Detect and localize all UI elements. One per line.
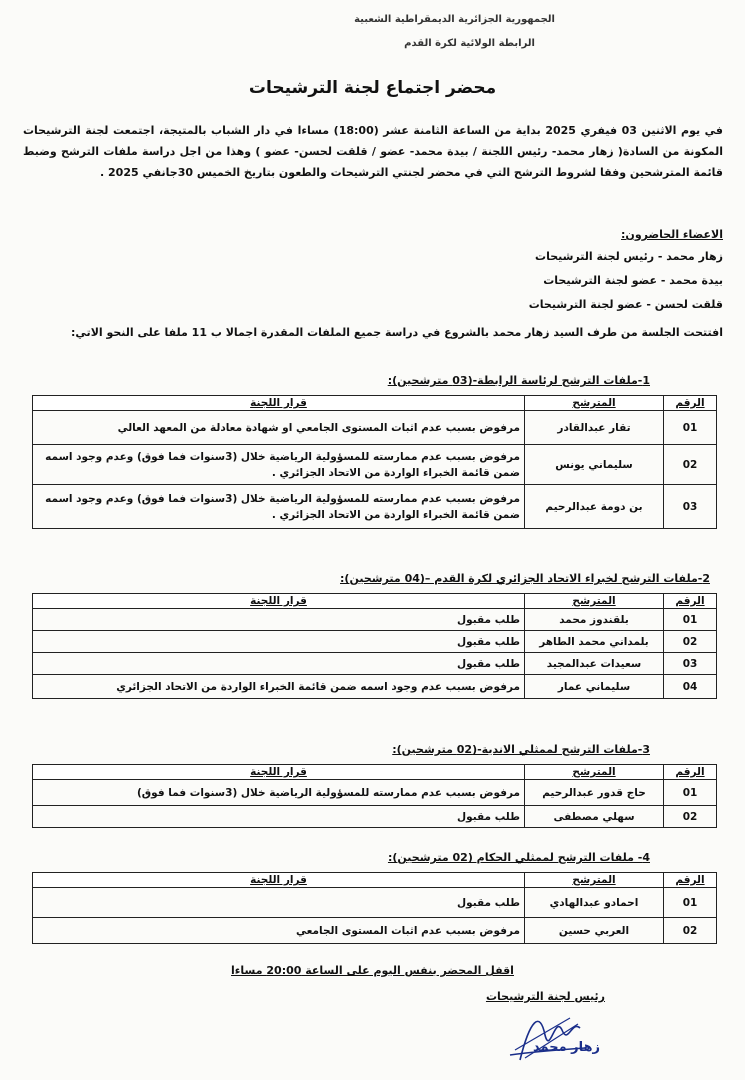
section-title: 4- ملفات الترشح لممثلي الحكام (02 مترشحين): <box>387 851 650 864</box>
table-header-row <box>33 396 717 411</box>
cell-decision: مرفوض بسبب عدم اثبات المستوى الجامعي <box>33 918 525 944</box>
cell-name: حاج قدور عبدالرحيم <box>525 780 664 806</box>
table-row <box>33 631 717 653</box>
header-league: الرابطة الولائية لكرة القدم <box>404 38 535 49</box>
signatory-name: زهار محمد <box>532 1040 600 1055</box>
table-row <box>33 609 717 631</box>
closing-statement: اقفل المحضر بنفس اليوم على الساعة 20:00 مساءا <box>231 964 514 977</box>
table-header-row <box>33 594 717 609</box>
handwritten-signature <box>500 1000 590 1070</box>
cell-num: 01 <box>664 888 717 918</box>
table-row <box>33 780 717 806</box>
header-name: المترشح <box>525 594 664 609</box>
intro-paragraph: في يوم الاثنين 03 فيفري 2025 بداية من الساعة الثامنة عشر (18:00) مساءا في دار الشباب بالمتيجة، اجتمعت لجنة الترشيحات المكونة من السادة( زهار محمد- رئيس اللجنة / بيدة محمد- عضو / قلقت لحسن- عضو ) وهذا من اجل دراسة ملفات الترشح وضبط قائمة المترشحين وفقا لشروط الترشح التي في محضر لجنتي الترشيحات والطعون بتاريخ الخميس 30جانفي 2025 . <box>23 124 723 179</box>
cell-num: 02 <box>664 806 717 828</box>
cell-decision: طلب مقبول <box>33 609 525 631</box>
opening-paragraph: افتتحت الجلسة من طرف السيد زهار محمد بالشروع في دراسة جميع الملفات المقدرة اجمالا ب 11 ملفا على النحو الاتي: <box>71 326 723 339</box>
cell-name: بلقندوز محمد <box>525 609 664 631</box>
cell-decision: مرفوض بسبب عدم وجود اسمه ضمن قائمة الخبراء الواردة من الاتحاد الجزائري <box>33 675 525 699</box>
table-row <box>33 445 717 485</box>
cell-name: بلمداني محمد الطاهر <box>525 631 664 653</box>
cell-num: 01 <box>664 609 717 631</box>
member-item: بيدة محمد - عضو لجنة الترشيحات <box>543 274 723 287</box>
cell-decision: طلب مقبول <box>33 806 525 828</box>
cell-num: 02 <box>664 631 717 653</box>
table-row <box>33 806 717 828</box>
member-item: زهار محمد - رئيس لجنة الترشيحات <box>535 250 723 263</box>
cell-num: 03 <box>664 653 717 675</box>
cell-name: العربي حسين <box>525 918 664 944</box>
header-decision: قرار اللجنة <box>33 396 525 411</box>
cell-name: سهلي مصطفى <box>525 806 664 828</box>
header-num: الرقم <box>664 396 717 411</box>
cell-name: احمادو عبدالهادي <box>525 888 664 918</box>
candidates-table-experts <box>32 593 717 699</box>
header-decision: قرار اللجنة <box>33 765 525 780</box>
section-title: 1-ملفات الترشح لرئاسة الرابطة-(03 مترشحين): <box>387 374 650 387</box>
table-row <box>33 888 717 918</box>
table-row <box>33 918 717 944</box>
candidates-table-clubs <box>32 764 717 828</box>
candidates-table-referees <box>32 872 717 944</box>
header-republic: الجمهورية الجزائرية الديمقراطية الشعبية <box>354 14 555 25</box>
document-title: محضر اجتماع لجنة الترشيحات <box>248 78 497 98</box>
cell-num: 04 <box>664 675 717 699</box>
table-row <box>33 653 717 675</box>
member-item: قلقت لحسن - عضو لجنة الترشيحات <box>528 298 723 311</box>
cell-name: سليماني عمار <box>525 675 664 699</box>
section-title: 2-ملفات الترشح لخبراء الاتحاد الجزائري لكرة القدم –(04 مترشحين): <box>340 572 710 585</box>
cell-decision: مرفوض بسبب عدم ممارسته للمسؤولية الرياضية خلال (3سنوات فما فوق) وعدم وجود اسمه ضمن قائمة الخبراء الواردة من الاتحاد الجزائري . <box>33 485 525 529</box>
cell-num: 01 <box>664 411 717 445</box>
cell-decision: مرفوض بسبب عدم ممارسته للمسؤولية الرياضية خلال (3سنوات فما فوق) <box>33 780 525 806</box>
cell-name: سعيدات عبدالمجيد <box>525 653 664 675</box>
table-header-row <box>33 765 717 780</box>
table-row <box>33 411 717 445</box>
cell-name: سليماني يونس <box>525 445 664 485</box>
cell-num: 03 <box>664 485 717 529</box>
cell-name: بن دومة عبدالرحيم <box>525 485 664 529</box>
header-decision: قرار اللجنة <box>33 594 525 609</box>
table-row <box>33 675 717 699</box>
table-header-row <box>33 873 717 888</box>
cell-decision: طلب مقبول <box>33 888 525 918</box>
signature-title: رئيس لجنة الترشيحات <box>485 990 605 1003</box>
header-decision: قرار اللجنة <box>33 873 525 888</box>
cell-decision: طلب مقبول <box>33 653 525 675</box>
table-row <box>33 485 717 529</box>
cell-num: 02 <box>664 918 717 944</box>
cell-decision: مرفوض بسبب عدم اثبات المستوى الجامعي او شهادة معادلة من المعهد العالي <box>33 411 525 445</box>
header-name: المترشح <box>525 765 664 780</box>
header-num: الرقم <box>664 873 717 888</box>
candidates-table-presidency <box>32 395 717 529</box>
cell-decision: طلب مقبول <box>33 631 525 653</box>
header-num: الرقم <box>664 765 717 780</box>
cell-decision: مرفوض بسبب عدم ممارسته للمسؤولية الرياضية خلال (3سنوات فما فوق) وعدم وجود اسمه ضمن قائمة الخبراء الواردة من الاتحاد الجزائري . <box>33 445 525 485</box>
members-title: الاعضاء الحاضرون: <box>621 228 723 241</box>
header-name: المترشح <box>525 396 664 411</box>
cell-name: تقار عبدالقادر <box>525 411 664 445</box>
section-title: 3-ملفات الترشح لممثلي الاندية-(02 مترشحين): <box>392 743 650 756</box>
header-name: المترشح <box>525 873 664 888</box>
header-num: الرقم <box>664 594 717 609</box>
cell-num: 02 <box>664 445 717 485</box>
cell-num: 01 <box>664 780 717 806</box>
